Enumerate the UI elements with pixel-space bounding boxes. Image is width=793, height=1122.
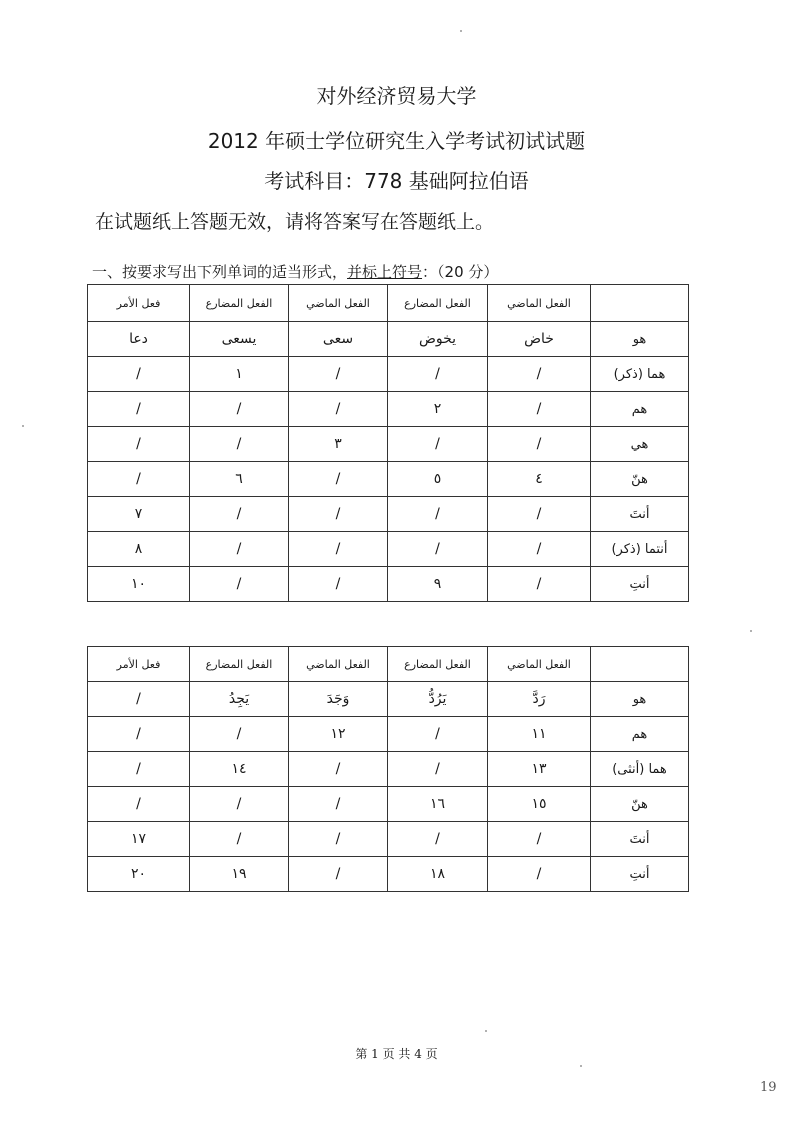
- exam-title: 2012 年硕士学位研究生入学考试初试试题: [207, 129, 586, 153]
- table-cell: /: [88, 682, 190, 717]
- table-cell: /: [488, 532, 591, 567]
- table-cell: /: [190, 567, 289, 602]
- table-cell: ١٣: [488, 752, 591, 787]
- table-cell: /: [388, 427, 488, 462]
- pronoun-cell: أنتِ: [591, 567, 689, 602]
- table-cell: ٨: [88, 532, 190, 567]
- table-cell: ١٩: [190, 857, 289, 892]
- table-cell: خاض: [488, 322, 591, 357]
- table-header-row: [88, 647, 689, 682]
- table-cell: /: [190, 822, 289, 857]
- table-cell: /: [88, 752, 190, 787]
- table-cell: يسعى: [190, 322, 289, 357]
- table-row: [88, 322, 689, 357]
- header-present: الفعل المضارع: [388, 647, 488, 682]
- table-cell: ١٧: [88, 822, 190, 857]
- table-row: [88, 717, 689, 752]
- pronoun-cell: أنتِ: [591, 857, 689, 892]
- table-cell: /: [388, 497, 488, 532]
- page-footer: 第 1 页 共 4 页: [355, 1047, 438, 1061]
- table-cell: ٥: [388, 462, 488, 497]
- scan-speck: [485, 1030, 487, 1032]
- instruction-underlined: 并标上符号: [347, 263, 423, 281]
- table-cell: ١٦: [388, 787, 488, 822]
- table-cell: /: [190, 532, 289, 567]
- table-cell: ٦: [190, 462, 289, 497]
- table-row: [88, 822, 689, 857]
- header-past: الفعل الماضي: [289, 647, 388, 682]
- table-cell: ١١: [488, 717, 591, 752]
- table-cell: ١٤: [190, 752, 289, 787]
- header-pronoun: [591, 647, 689, 682]
- pronoun-cell: هنّ: [591, 462, 689, 497]
- table-cell: /: [488, 822, 591, 857]
- scan-speck: [580, 1065, 582, 1067]
- table-cell: /: [190, 787, 289, 822]
- table-cell: /: [289, 567, 388, 602]
- table-cell: /: [190, 427, 289, 462]
- pronoun-cell: هم: [591, 717, 689, 752]
- header-past: الفعل الماضي: [488, 647, 591, 682]
- table-cell: رَدَّ: [488, 682, 591, 717]
- table-cell: /: [488, 567, 591, 602]
- table-cell: سعى: [289, 322, 388, 357]
- pronoun-cell: أنتَ: [591, 822, 689, 857]
- pronoun-cell: هو: [591, 682, 689, 717]
- table-row: [88, 787, 689, 822]
- table-cell: /: [289, 357, 388, 392]
- exam-subject: 考试科目：778 基础阿拉伯语: [264, 169, 529, 193]
- table-row: [88, 497, 689, 532]
- table-row: [88, 357, 689, 392]
- pronoun-cell: هي: [591, 427, 689, 462]
- pronoun-cell: هو: [591, 322, 689, 357]
- table-cell: /: [190, 717, 289, 752]
- table-row: [88, 857, 689, 892]
- table-cell: /: [488, 357, 591, 392]
- table-cell: ٤: [488, 462, 591, 497]
- table-cell: يَرُدُّ: [388, 682, 488, 717]
- header-imperative: فعل الأمر: [88, 647, 190, 682]
- table-cell: ١٥: [488, 787, 591, 822]
- verb-conjugation-table-1: [87, 284, 689, 602]
- table-cell: /: [88, 392, 190, 427]
- pronoun-cell: أنتَ: [591, 497, 689, 532]
- header-present: الفعل المضارع: [388, 285, 488, 322]
- verb-conjugation-table-2: [87, 646, 689, 892]
- pronoun-cell: هنّ: [591, 787, 689, 822]
- table-cell: /: [388, 532, 488, 567]
- table-cell: /: [488, 497, 591, 532]
- table-row: [88, 392, 689, 427]
- page-number: 19: [760, 1080, 777, 1095]
- scan-speck: [22, 425, 24, 427]
- table-cell: دعا: [88, 322, 190, 357]
- table-cell: /: [190, 497, 289, 532]
- table-cell: /: [488, 427, 591, 462]
- table-cell: ٩: [388, 567, 488, 602]
- table-cell: /: [289, 532, 388, 567]
- table-header-row: [88, 285, 689, 322]
- header-present: الفعل المضارع: [190, 285, 289, 322]
- table-cell: /: [289, 822, 388, 857]
- table-cell: /: [289, 392, 388, 427]
- scan-speck: [460, 30, 462, 32]
- table-cell: /: [190, 392, 289, 427]
- answer-notice: 在试题纸上答题无效，请将答案写在答题纸上。: [95, 211, 495, 233]
- table-cell: /: [88, 462, 190, 497]
- table-cell: /: [88, 787, 190, 822]
- table-cell: ١: [190, 357, 289, 392]
- table-cell: وَجَدَ: [289, 682, 388, 717]
- table-row: [88, 462, 689, 497]
- table-cell: ٢٠: [88, 857, 190, 892]
- table-cell: ٣: [289, 427, 388, 462]
- header-past: الفعل الماضي: [488, 285, 591, 322]
- instruction-suffix: ：（20 分）: [422, 263, 499, 281]
- table-cell: /: [88, 357, 190, 392]
- pronoun-cell: هما (ذكر): [591, 357, 689, 392]
- table-cell: /: [488, 392, 591, 427]
- table-row: [88, 752, 689, 787]
- table-cell: يَجِدُ: [190, 682, 289, 717]
- table-row: [88, 427, 689, 462]
- scan-speck: [750, 630, 752, 632]
- table-row: [88, 682, 689, 717]
- table-cell: /: [88, 717, 190, 752]
- header-imperative: فعل الأمر: [88, 285, 190, 322]
- table-cell: /: [289, 462, 388, 497]
- table-cell: /: [488, 857, 591, 892]
- instruction-prefix: 一、按要求写出下列单词的适当形式，: [92, 263, 348, 281]
- header-pronoun: [591, 285, 689, 322]
- table-cell: ١٨: [388, 857, 488, 892]
- table-cell: /: [289, 787, 388, 822]
- table-row: [88, 532, 689, 567]
- table-cell: /: [388, 717, 488, 752]
- section1-instruction: [92, 261, 498, 282]
- header-past: الفعل الماضي: [289, 285, 388, 322]
- table-cell: ٢: [388, 392, 488, 427]
- table-cell: /: [388, 822, 488, 857]
- table-cell: /: [88, 427, 190, 462]
- table-cell: ١٠: [88, 567, 190, 602]
- table-cell: ٧: [88, 497, 190, 532]
- pronoun-cell: هما (أنثى): [591, 752, 689, 787]
- table-cell: /: [289, 497, 388, 532]
- header-present: الفعل المضارع: [190, 647, 289, 682]
- table-cell: يخوض: [388, 322, 488, 357]
- pronoun-cell: أنتما (ذكر): [591, 532, 689, 567]
- table-cell: /: [289, 857, 388, 892]
- table-cell: ١٢: [289, 717, 388, 752]
- table-cell: /: [388, 357, 488, 392]
- university-title: 对外经济贸易大学: [316, 84, 477, 108]
- pronoun-cell: هم: [591, 392, 689, 427]
- table-cell: /: [388, 752, 488, 787]
- table-row: [88, 567, 689, 602]
- table-cell: /: [289, 752, 388, 787]
